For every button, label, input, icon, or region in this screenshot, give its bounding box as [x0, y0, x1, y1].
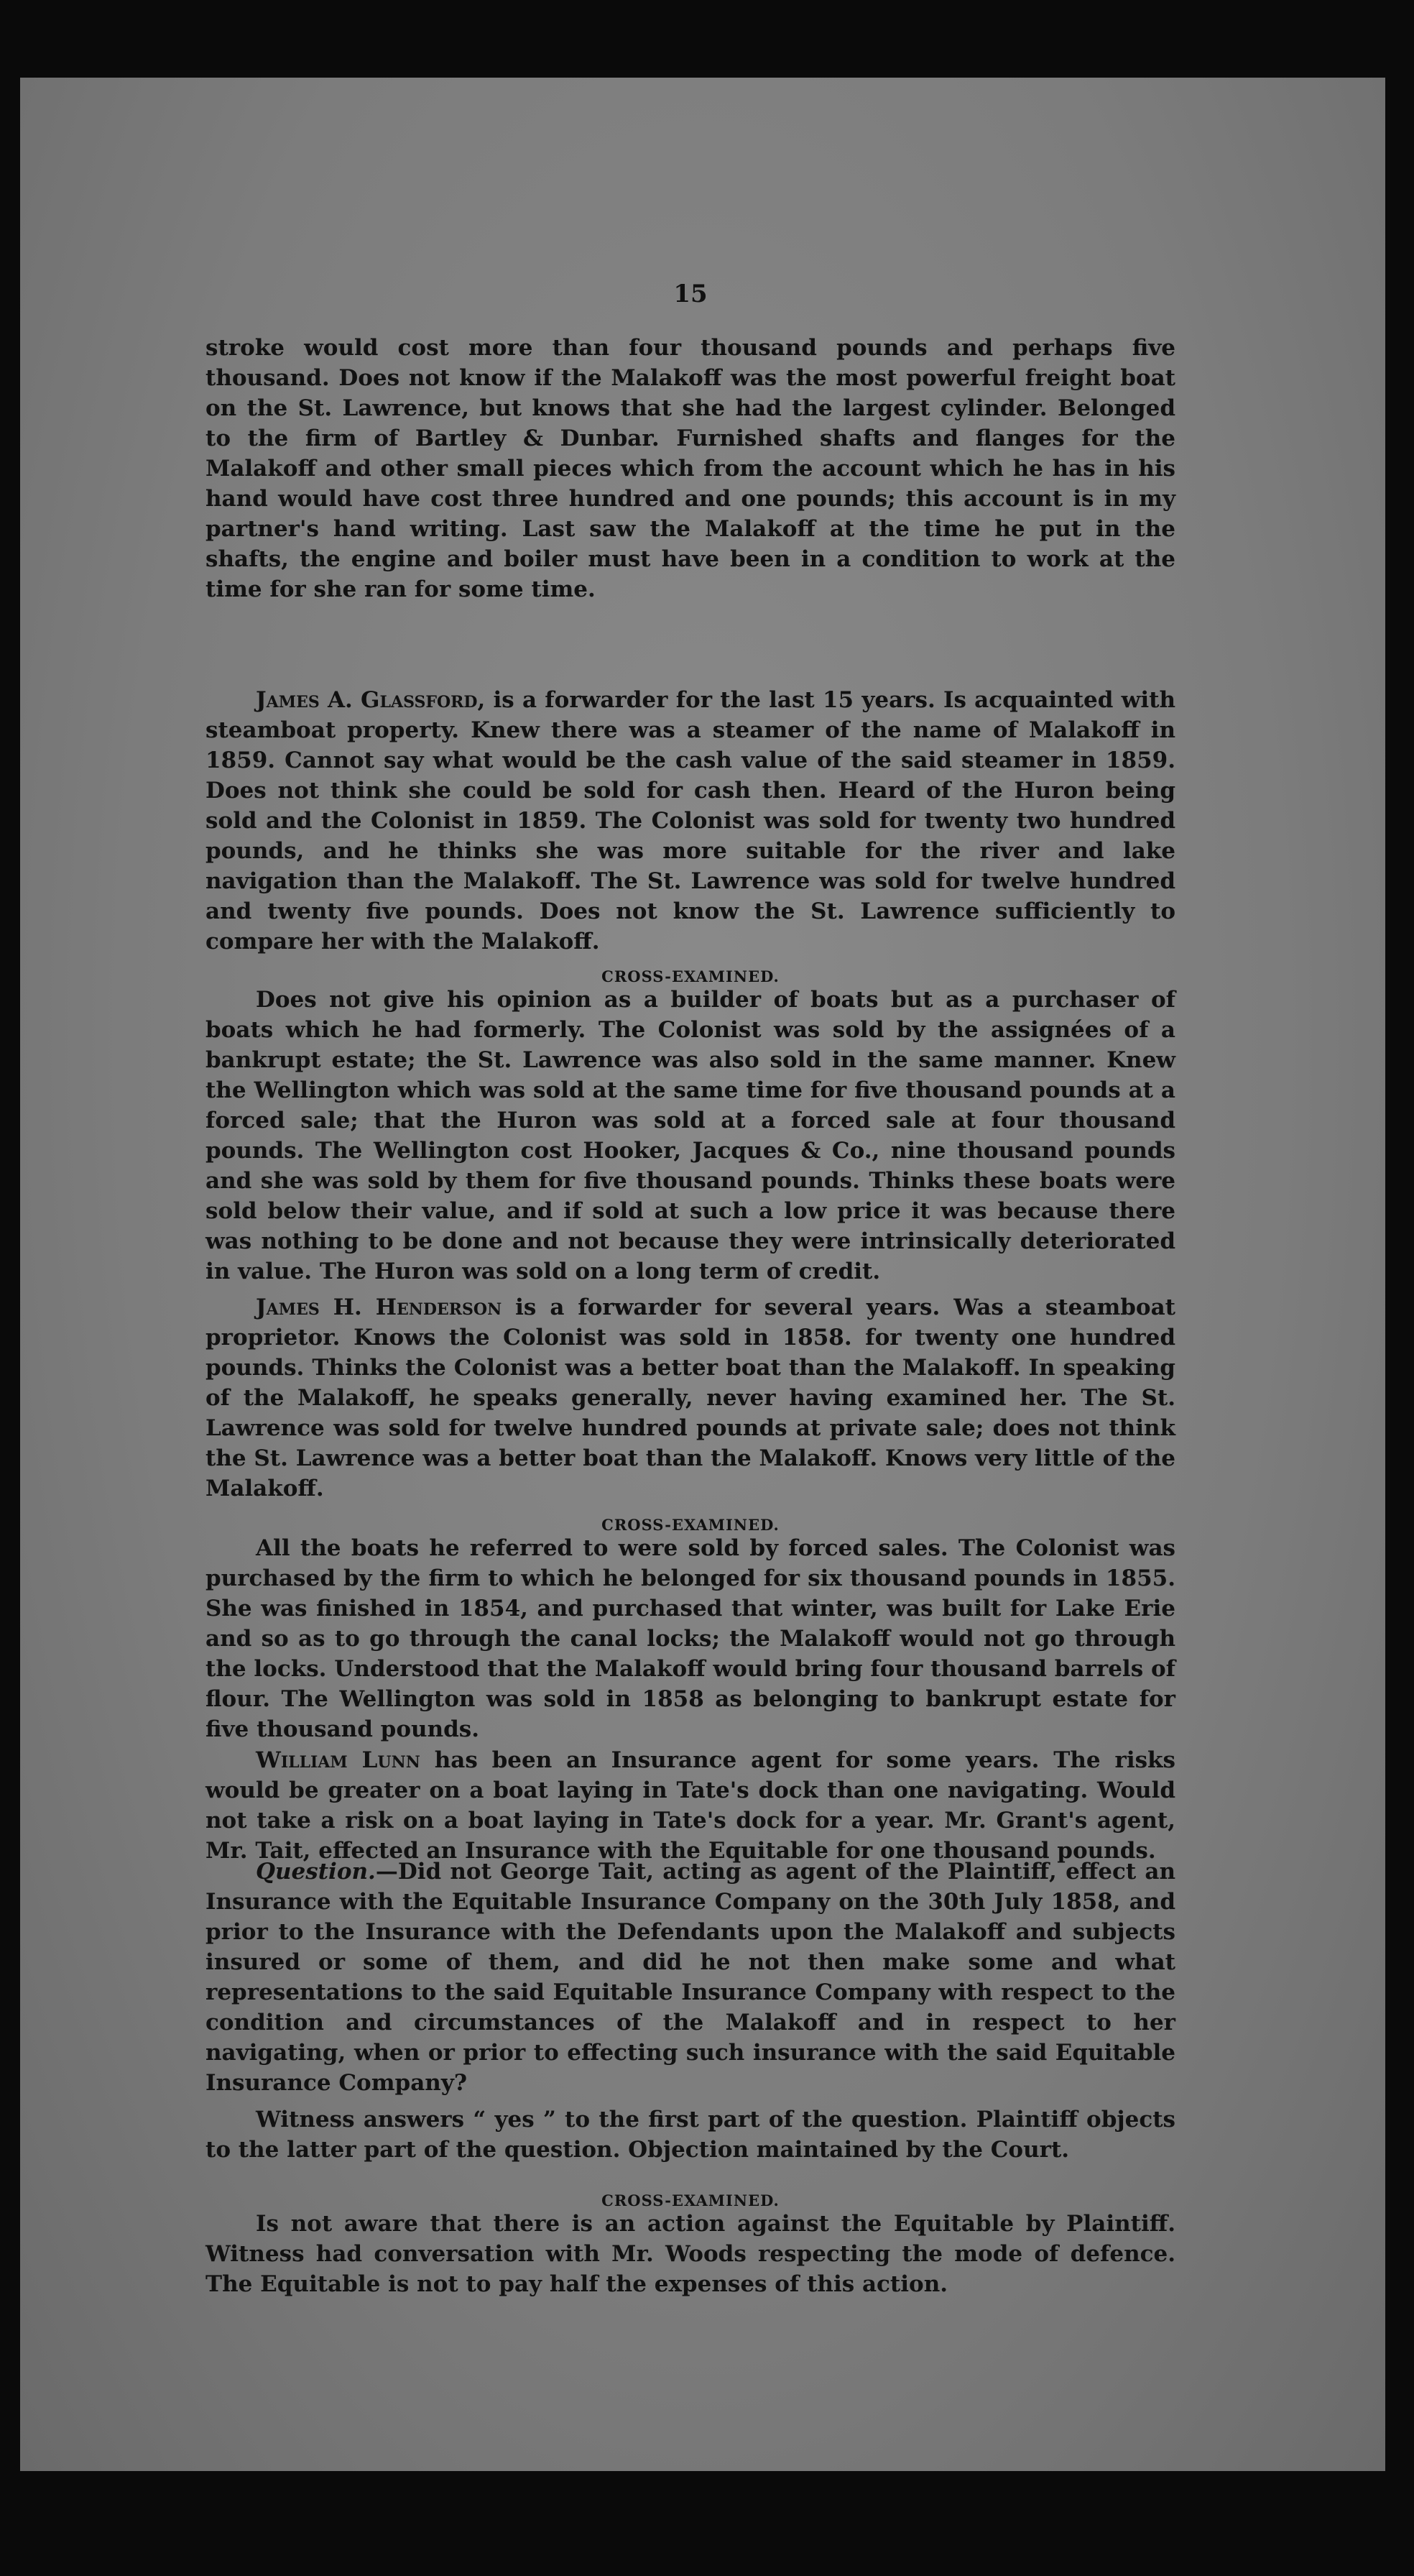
document-page: [20, 78, 1385, 2471]
paragraph-lunn-text: has been an Insurance agent for some years. The risks would be greater on a boat laying in Tate's dock than one navigating. Would not take a risk on a boat laying in Tate's dock for a year. Mr. Grant's agent, Mr. Tait, effected an Insurance with the Equitable for one thousand pounds.: [205, 1747, 1175, 1864]
question-label: Question.: [256, 1859, 376, 1885]
paragraph-lunn: [205, 1745, 1175, 1866]
page-number: 15: [673, 280, 708, 308]
paragraph-henderson: [205, 1292, 1175, 1504]
heading-cross-examined: CROSS-EXAMINED.: [601, 1516, 780, 1534]
paragraph-continuation: stroke would cost more than four thousand pounds and perhaps five thousand. Does not know if the Malakoff was the most powerful freight boat on the St. Lawrence, but knows that she had the largest cylinder. Belonged to the firm of Bartley & Dunbar. Furnished shafts and flanges for the Malakoff and other small pieces which from the account which he has in his hand would have cost three hundred and one pounds; this account is in my partner's hand writing. Last saw the Malakoff at the time he put in the shafts, the engine and boiler must have been in a condition to work at the time for she ran for some time.: [205, 335, 1175, 602]
witness-name-lunn: William Lunn: [256, 1747, 420, 1773]
paragraph-question: [205, 1857, 1175, 2098]
paragraph-glassford: [205, 685, 1175, 957]
heading-cross-examined: CROSS-EXAMINED.: [601, 967, 780, 985]
heading-cross-examined: CROSS-EXAMINED.: [601, 2191, 780, 2209]
question-text: —Did not George Tait, acting as agent of the Plaintiff, effect an Insurance with the Equitable Insurance Company on the 30th July 1858, and prior to the Insurance with the Defendants upon the Malakoff and subjects insured or some of them, and did he not then make some and what representations to the said Equitable Insurance Company with respect to the condition and circumstances of the Malakoff and in respect to her navigating, when or prior to effecting such insurance with the said Equitable Insurance Company?: [205, 1859, 1175, 2096]
paragraph-henderson-cross: All the boats he referred to were sold by forced sales. The Colonist was purchased by the firm to which he belonged for six thousand pounds in 1855. She was finished in 1854, and purchased that winter, was built for Lake Erie and so as to go through the canal locks; the Malakoff would not go through the locks. Understood that the Malakoff would bring four thousand barrels of flour. The Wellington was sold in 1858 as belonging to bankrupt estate for five thousand pounds.: [205, 1535, 1175, 1742]
paragraph-lunn-cross: Is not aware that there is an action against the Equitable by Plaintiff. Witness had conversation with Mr. Woods respecting the mode of defence. The Equitable is not to pay half the expenses of this action.: [205, 2211, 1175, 2297]
witness-name-glassford: James A. Glassford,: [256, 687, 486, 713]
paragraph-glassford-cross: Does not give his opinion as a builder of boats but as a purchaser of boats which he had formerly. The Colonist was sold by the assignées of a bankrupt estate; the St. Lawrence was also sold in the same manner. Knew the Wellington which was sold at the same time for five thousand pounds at a forced sale; that the Huron was sold at a forced sale at four thousand pounds. The Wellington cost Hooker, Jacques & Co., nine thousand pounds and she was sold by them for five thousand pounds. Thinks these boats were sold below their value, and if sold at such a low price it was because there was nothing to be done and not because they were intrinsically deteriorated in value. The Huron was sold on a long term of credit.: [205, 987, 1175, 1284]
paragraph-witness-answer: Witness answers “ yes ” to the first part of the question. Plaintiff objects to the latter part of the question. Objection maintained by the Court.: [205, 2107, 1175, 2163]
paragraph-glassford-text: is a forwarder for the last 15 years. Is acquainted with steamboat property. Knew there was a steamer of the name of Malakoff in 1859. Cannot say what would be the cash value of the said steamer in 1859. Does not think she could be sold for cash then. Heard of the Huron being sold and the Colonist in 1859. The Colonist was sold for twenty two hundred pounds, and he thinks she was more suitable for the river and lake navigation than the Malakoff. The St. Lawrence was sold for twelve hundred and twenty five pounds. Does not know the St. Lawrence sufficiently to compare her with the Malakoff.: [205, 687, 1175, 954]
witness-name-henderson: James H. Henderson: [256, 1294, 502, 1320]
paragraph-henderson-text: is a forwarder for several years. Was a steamboat proprietor. Knows the Colonist was sold in 1858. for twenty one hundred pounds. Thinks the Colonist was a better boat than the Malakoff. In speaking of the Malakoff, he speaks generally, never having examined her. The St. Lawrence was sold for twelve hundred pounds at private sale; does not think the St. Lawrence was a better boat than the Malakoff. Knows very little of the Malakoff.: [205, 1294, 1176, 1501]
